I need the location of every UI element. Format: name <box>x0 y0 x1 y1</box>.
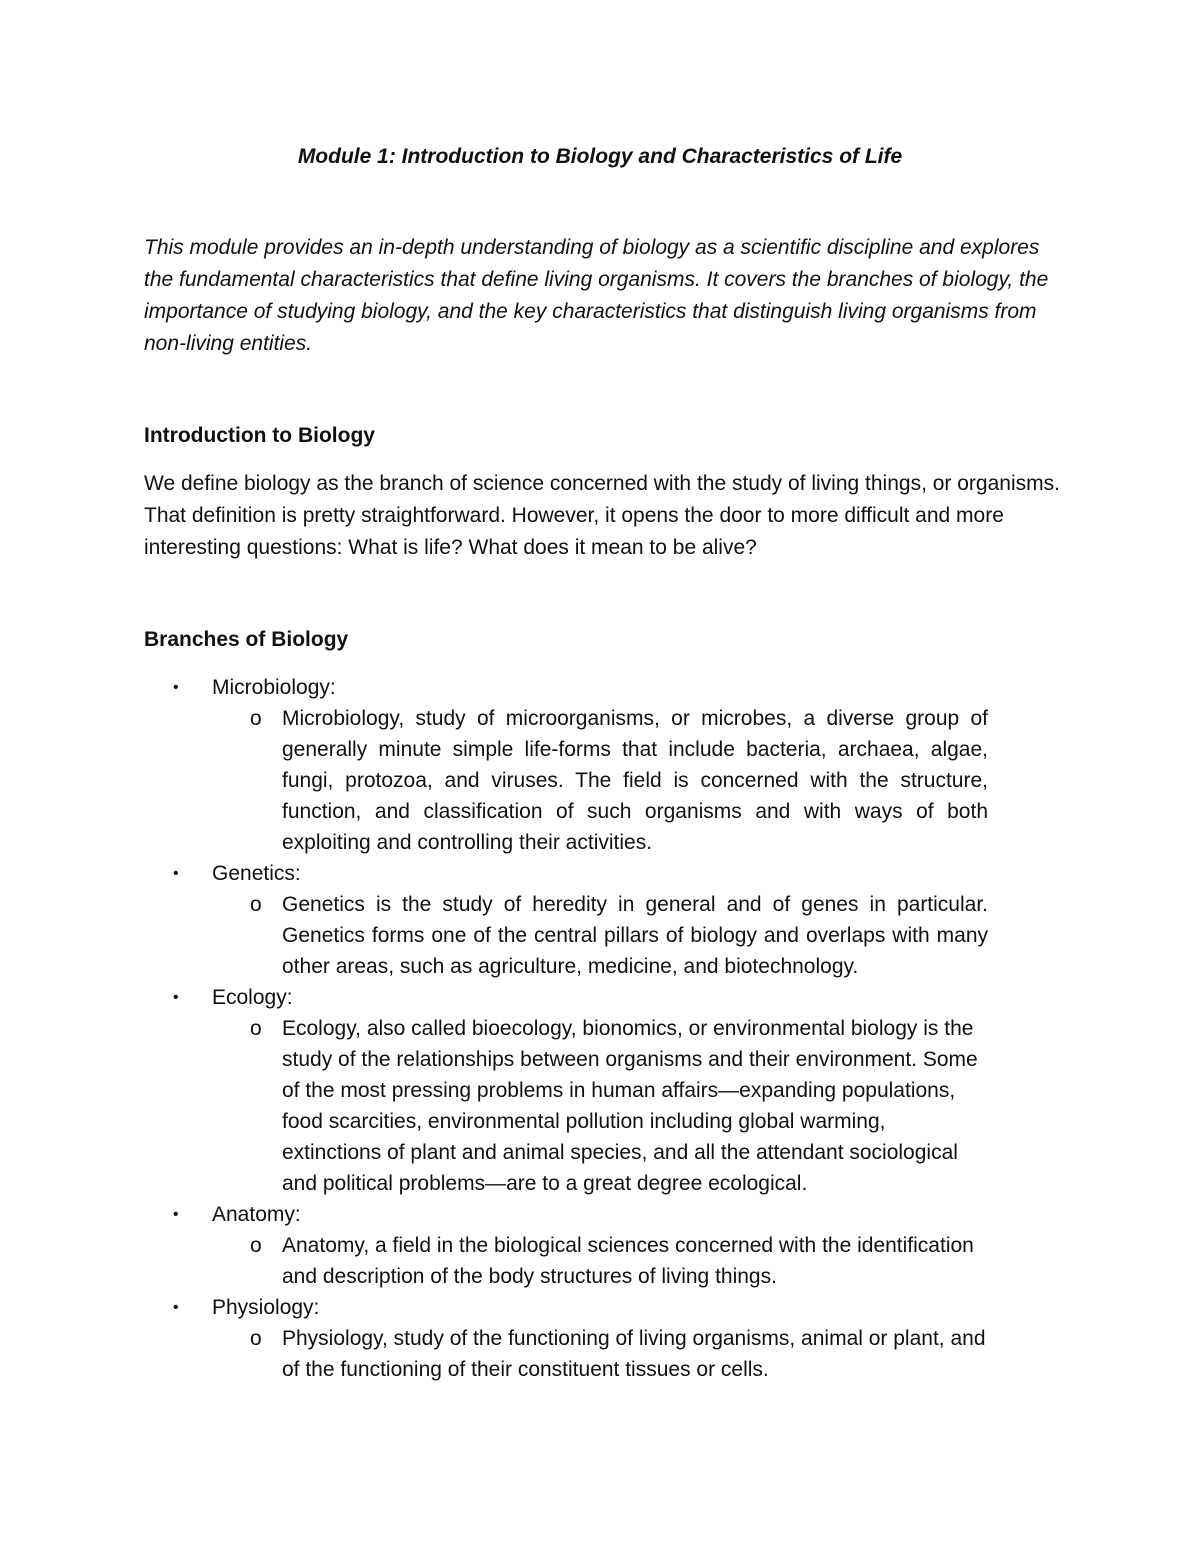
branch-label: Physiology: <box>212 1296 320 1319</box>
introduction-paragraph: We define biology as the branch of science concerned with the study of living things, or organisms. That definition is pretty straightforward. However, it opens the door to more difficult and more interesting questions: What is life? What does it mean to be alive? <box>144 472 1060 559</box>
branch-item-microbiology <box>144 672 1064 858</box>
module-intro: This module provides an in-depth understanding of biology as a scientific discipline and explores the fundamental characteristics that define living organisms. It covers the branches of biology, the importance of studying biology, and the key characteristics that distinguish living organisms from non-living entities. <box>144 236 1049 355</box>
branches-heading: Branches of Biology <box>144 628 349 651</box>
branch-description <box>212 1013 988 1199</box>
branch-label: Microbiology: <box>212 676 336 699</box>
branch-description-text: Microbiology, study of microorganisms, or microbes, a diverse group of generally minute simple life-forms that include bacteria, archaea, algae, fungi, protozoa, and viruses. The field is concerned with the structure, function, and classification of such organisms and with ways of both exploiting and controlling their activities. <box>282 707 988 854</box>
sub-bullet-icon: o <box>250 707 262 730</box>
branch-item-anatomy <box>144 1199 1064 1292</box>
branch-sublist <box>212 1013 1064 1199</box>
sub-bullet-icon: o <box>250 893 262 916</box>
branch-label: Ecology: <box>212 986 293 1009</box>
bullet-icon: • <box>173 1206 179 1223</box>
module-title: Module 1: Introduction to Biology and Characteristics of Life <box>297 145 903 168</box>
branch-description-text: Anatomy, a field in the biological sciences concerned with the identification and description of the body structures of living things. <box>282 1234 974 1288</box>
branch-description <box>212 1230 988 1292</box>
branch-description-text: Ecology, also called bioecology, bionomics, or environmental biology is the study of the relationships between organisms and their environment. Some of the most pressing problems in human affairs—expanding populations, food scarcities, environmental pollution including global warming, extinctions of plant and animal species, and all the attendant sociological and political problems—are to a great degree ecological. <box>282 1017 978 1195</box>
branch-label: Anatomy: <box>212 1203 301 1226</box>
branch-item-physiology <box>144 1292 1064 1385</box>
sub-bullet-icon: o <box>250 1017 262 1040</box>
sub-bullet-icon: o <box>250 1327 262 1350</box>
branch-description-text: Physiology, study of the functioning of living organisms, animal or plant, and of the functioning of their constituent tissues or cells. <box>282 1327 986 1381</box>
bullet-icon: • <box>173 865 179 882</box>
branch-sublist <box>212 703 1064 858</box>
branch-label: Genetics: <box>212 862 301 885</box>
sub-bullet-icon: o <box>250 1234 262 1257</box>
branch-description-text: Genetics is the study of heredity in general and of genes in particular. Genetics forms one of the central pillars of biology and overlaps with many other areas, such as agriculture, medicine, and biotechnology. <box>282 893 988 978</box>
branch-item-ecology <box>144 982 1064 1199</box>
bullet-icon: • <box>173 989 179 1006</box>
introduction-heading: Introduction to Biology <box>144 424 375 447</box>
branches-list <box>144 672 1064 1385</box>
branch-sublist <box>212 1230 1064 1292</box>
branch-description <box>212 1323 988 1385</box>
branch-description <box>212 889 988 982</box>
branch-sublist <box>212 1323 1064 1385</box>
bullet-icon: • <box>173 1299 179 1316</box>
branch-description <box>212 703 988 858</box>
branch-sublist <box>212 889 1064 982</box>
branch-item-genetics <box>144 858 1064 982</box>
bullet-icon: • <box>173 679 179 696</box>
